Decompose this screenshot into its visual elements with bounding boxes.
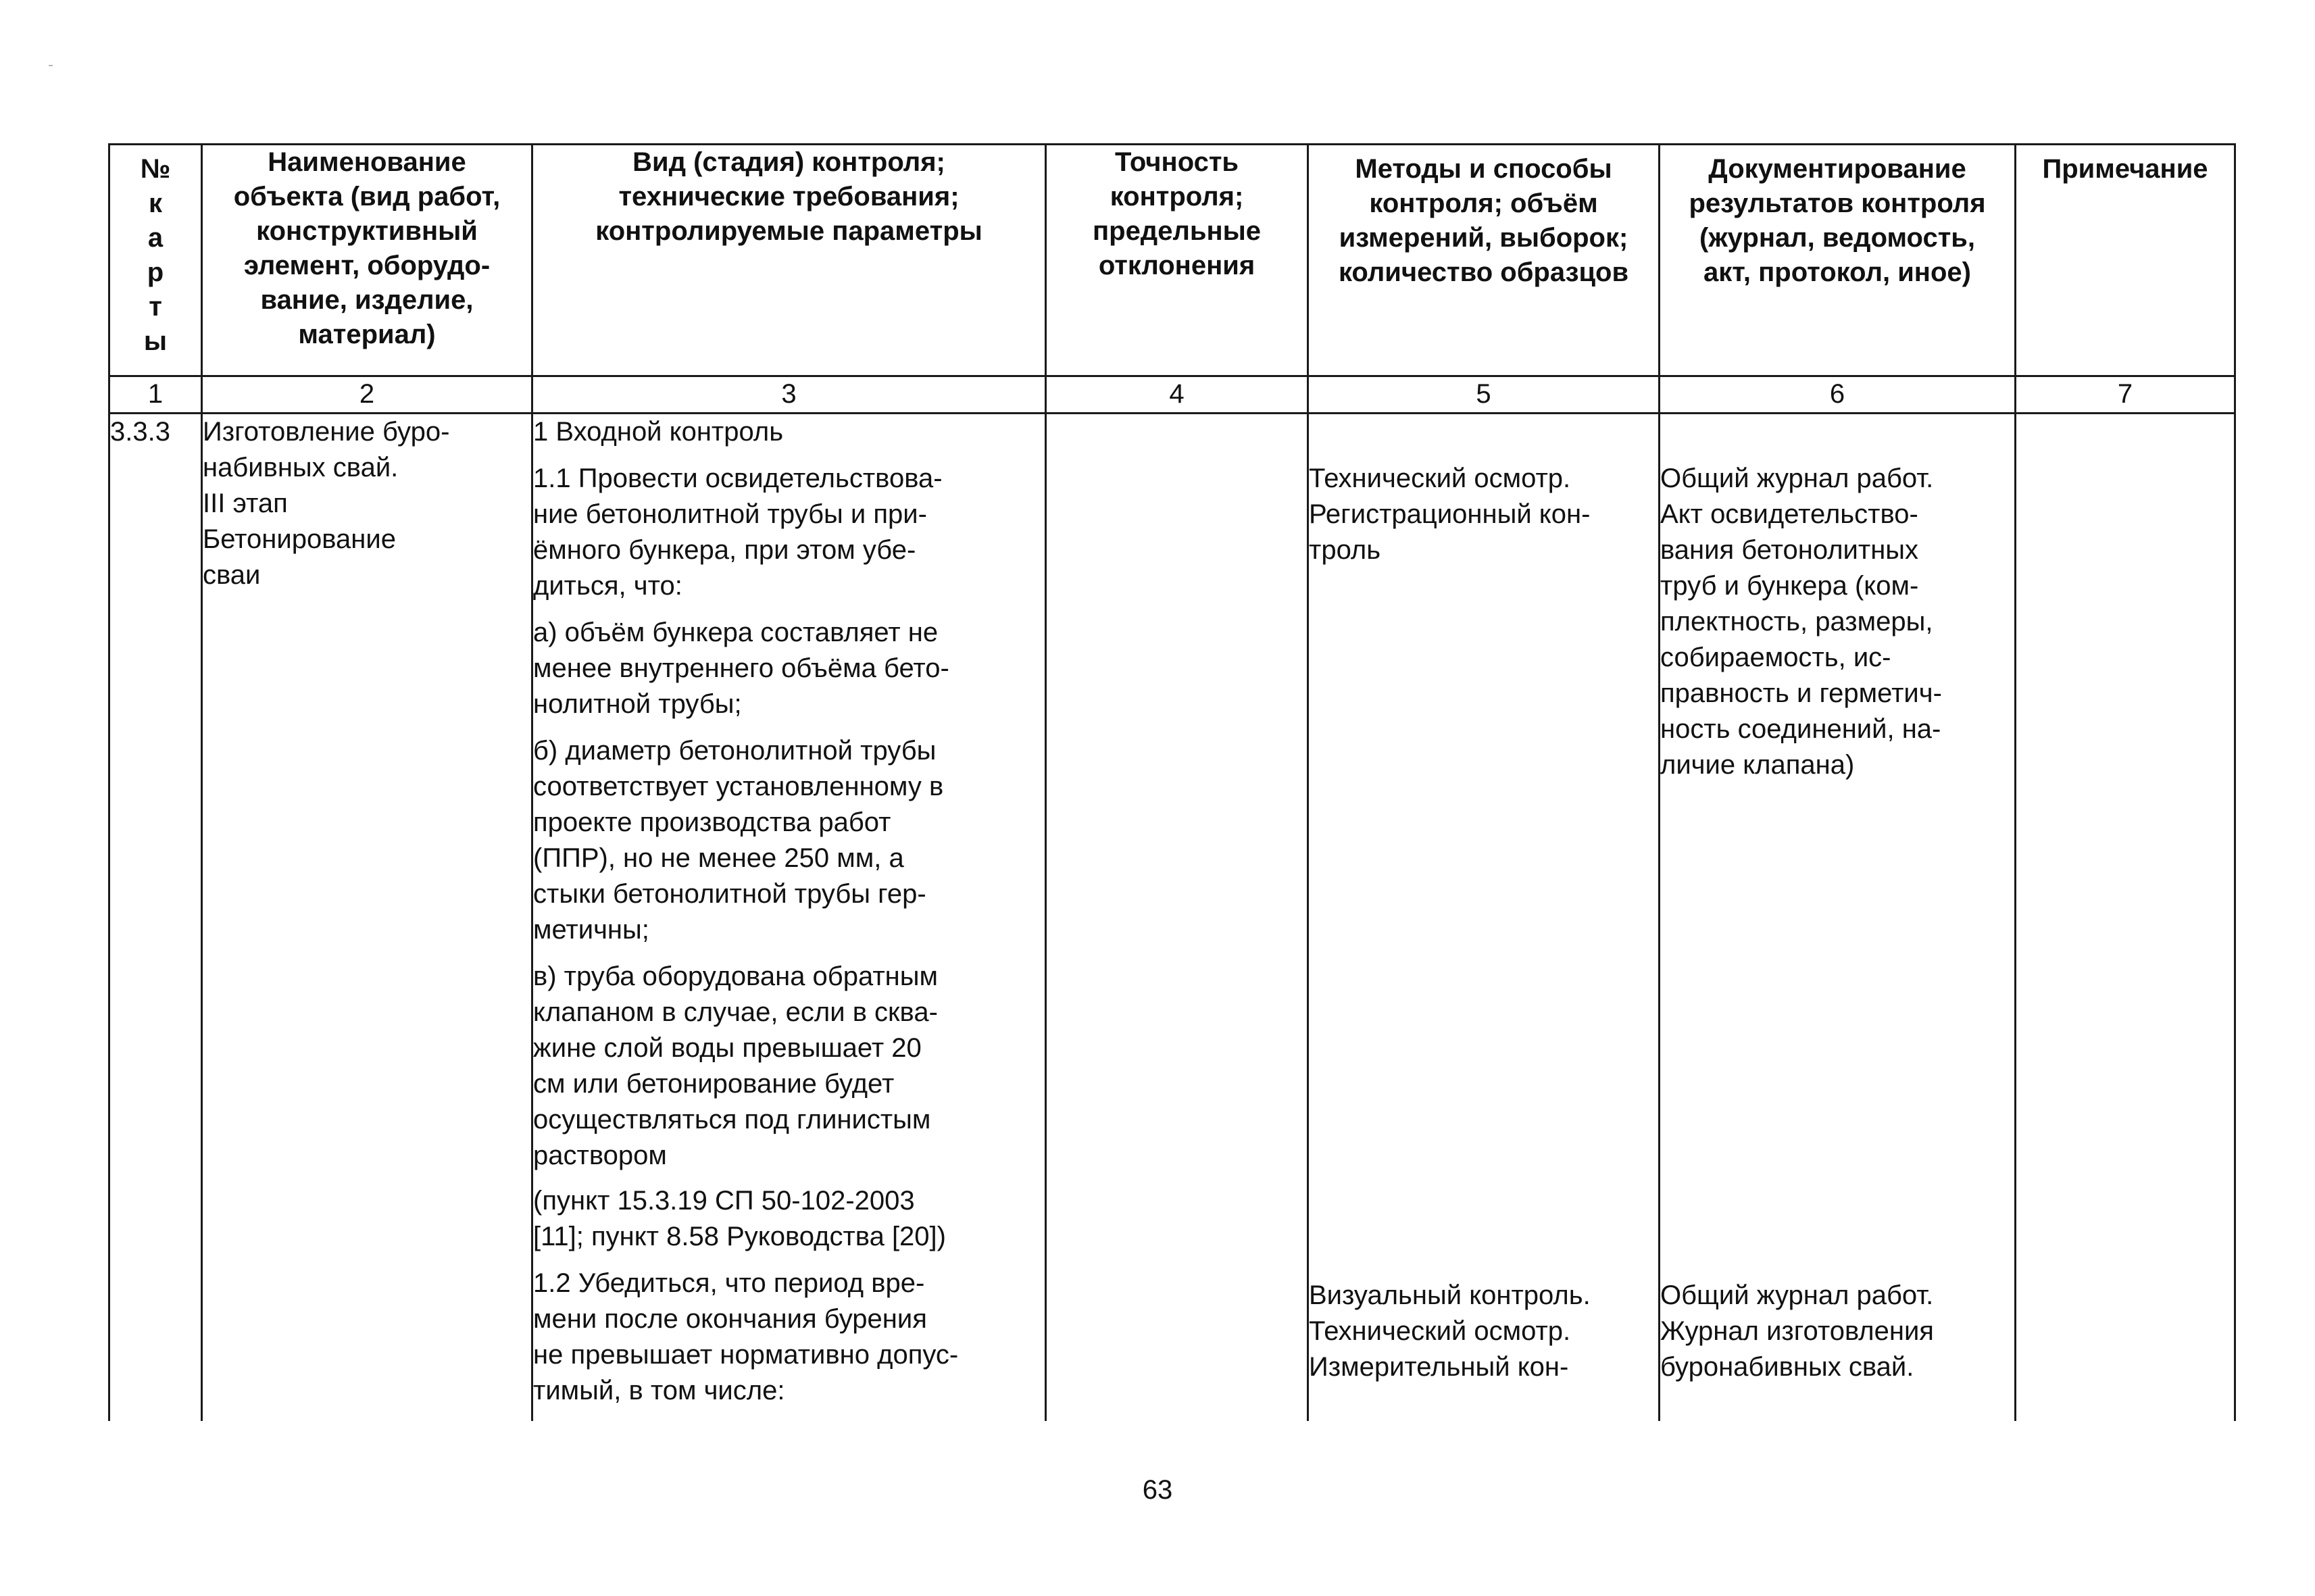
- card-number-cell: [109, 414, 202, 1422]
- scan-speck: [49, 65, 53, 66]
- documentation-item-2: Общий журнал работ. Журнал изготовления буронабивных свай.: [1660, 1280, 1934, 1382]
- input-control-heading: 1 Входной контроль: [533, 417, 784, 447]
- object-name-cell: [202, 414, 532, 1422]
- requirement-c: в) труба оборудована обратным клапаном в случае, если в сква- жине слой воды превышает 20 см или бетонирование будет осуществляться под глинистым раствором: [533, 962, 938, 1170]
- header-row: [109, 145, 2235, 376]
- requirement-a: а) объём бункера составляет не менее внутреннего объёма бето- нолитной трубы;: [533, 618, 949, 719]
- methods-cell: [1308, 414, 1660, 1422]
- accuracy-cell: [1046, 414, 1308, 1422]
- column-number: 7: [2016, 376, 2235, 414]
- column-number-row: [109, 376, 2235, 414]
- methods-item-1: Технический осмотр. Регистрационный кон- троль: [1309, 464, 1591, 565]
- column-number: 5: [1308, 376, 1660, 414]
- header-methods: Методы и способы контроля; объём измерений, выборок; количество образцов: [1308, 145, 1660, 376]
- control-requirements-cell: [532, 414, 1046, 1422]
- requirement-1-2: 1.2 Убедиться, что период вре- мени после окончания бурения не превышает нормативно допус- тимый, в том числе:: [533, 1268, 959, 1405]
- documentation-item-1: Общий журнал работ. Акт освидетельство- вания бетонолитных труб и бункера (ком- плектность, размеры, собираемость, ис- правность и герметич- ность соединений, на- личие клапана): [1660, 464, 1942, 780]
- header-object-name: Наименование объекта (вид работ, конструктивный элемент, оборудо- вание, изделие, материал): [202, 145, 532, 376]
- normative-reference: (пункт 15.3.19 СП 50-102-2003 [11]; пункт 8.58 Руководства [20]): [533, 1186, 946, 1251]
- header-documentation: Документирование результатов контроля (журнал, ведомость, акт, протокол, иное): [1660, 145, 2016, 376]
- requirement-1-1: 1.1 Провести освидетельствова- ние бетонолитной трубы и при- ёмного бункера, при этом убе- диться, что:: [533, 464, 943, 601]
- column-number: 4: [1046, 376, 1308, 414]
- control-table: [108, 143, 2236, 1421]
- documentation-cell: [1660, 414, 2016, 1422]
- column-number: 1: [109, 376, 202, 414]
- object-name: Изготовление буро- набивных свай. III этап Бетонирование сваи: [203, 417, 450, 590]
- header-control-type: Вид (стадия) контроля; технические требования; контролируемые параметры: [532, 145, 1046, 376]
- page-number: 63: [1142, 1475, 1173, 1505]
- note-cell: [2016, 414, 2235, 1422]
- column-number: 2: [202, 376, 532, 414]
- document-sheet: [108, 143, 2234, 1447]
- card-number: 3.3.3: [110, 417, 170, 447]
- table-row: [109, 414, 2235, 1422]
- column-number: 6: [1660, 376, 2016, 414]
- methods-item-2: Визуальный контроль. Технический осмотр. Измерительный кон-: [1309, 1280, 1591, 1382]
- header-card-number: № к а р т ы: [109, 145, 202, 376]
- requirement-b: б) диаметр бетонолитной трубы соответствует установленному в проекте производства работ (ППР), но не менее 250 мм, а стыки бетонолитной трубы гер- метичны;: [533, 736, 944, 945]
- header-accuracy: Точность контроля; предельные отклонения: [1046, 145, 1308, 376]
- column-number: 3: [532, 376, 1046, 414]
- header-note: Примечание: [2016, 145, 2235, 376]
